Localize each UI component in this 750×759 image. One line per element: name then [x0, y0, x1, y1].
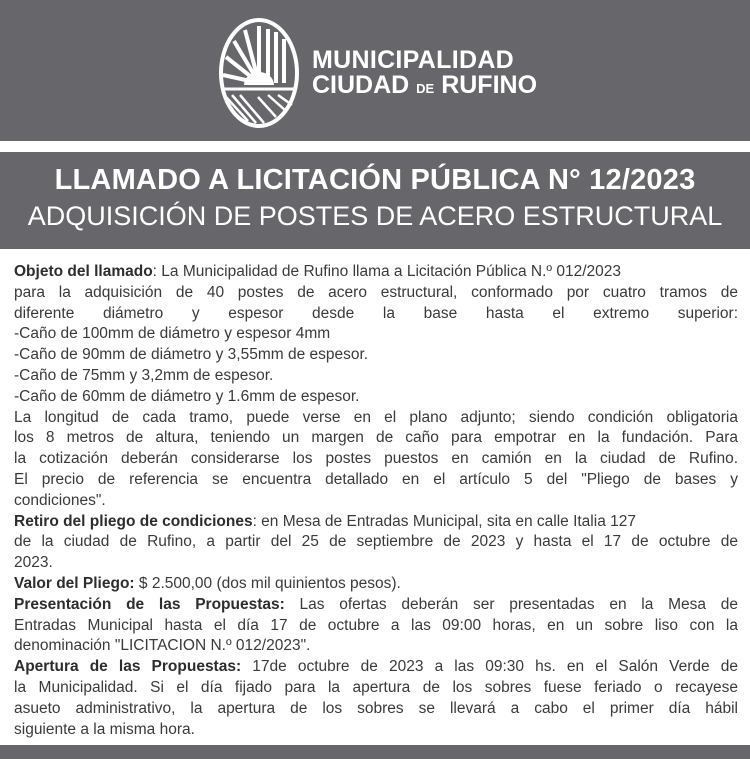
line-text: $ 2.500,00 (dos mil quinientos pesos).	[134, 574, 401, 592]
line-text: la Municipalidad. Si el día fijado para la apertura de los sobres fuese feriado o recayese	[14, 678, 738, 696]
line-text: 2023.	[14, 554, 53, 572]
body-line	[14, 449, 738, 470]
body-line	[14, 470, 738, 491]
section-label: Valor del Pliego:	[14, 574, 135, 592]
brand-line-1: MUNICIPALIDAD	[312, 46, 515, 74]
body-line	[14, 366, 738, 387]
body-line	[14, 345, 738, 366]
line-text: la cotización deberán considerarse los postes puestos en camión en la ciudad de Rufino.	[14, 450, 738, 468]
section-label: Objeto del llamado	[14, 263, 153, 280]
line-text: : La Municipalidad de Rufino llama a Licitación Pública N.º 012/2023	[152, 263, 622, 280]
body-line	[14, 595, 738, 616]
line-text: denominación "LICITACION N.º 012/2023".	[14, 637, 311, 655]
body-line	[14, 574, 738, 595]
line-text: Las ofertas deberán ser presentadas en la Mesa de	[284, 595, 738, 613]
brand-wordmark	[312, 48, 537, 101]
body-line	[14, 657, 738, 678]
line-text: -Caño de 100mm de diámetro y espesor 4mm	[14, 325, 331, 343]
section-label: Apertura de las Propuestas:	[14, 658, 242, 676]
body-line	[14, 532, 738, 553]
line-text: La longitud de cada tramo, puede verse en el plano adjunto; siendo condición obligatoria	[14, 408, 738, 426]
body-line	[14, 428, 738, 449]
line-text: 17de octubre de 2023 a las 09:30 hs. en el Salón Verde de	[241, 658, 739, 676]
divider-stripe	[0, 141, 750, 152]
title-band	[0, 152, 750, 249]
brand-de: DE	[416, 81, 435, 96]
line-text: -Caño de 90mm de diámetro y 3,55mm de espesor.	[14, 346, 369, 364]
body-line	[14, 408, 738, 429]
line-text: : en Mesa de Entradas Municipal, sita en calle Italia 127	[252, 512, 636, 530]
body-line	[14, 616, 738, 637]
line-text: diferente diámetro y espesor desde la base hasta el extremo superior:	[14, 304, 738, 322]
line-text: Entradas Municipal hasta el día 17 de octubre a las 09:00 horas, en un sobre liso con la	[14, 616, 738, 634]
body-line	[14, 699, 738, 720]
body-line	[14, 262, 738, 283]
body-line	[14, 324, 738, 345]
body-line	[14, 553, 738, 574]
page-subtitle: ADQUISICIÓN DE POSTES DE ACERO ESTRUCTURAL	[27, 201, 723, 231]
body-line	[14, 636, 738, 657]
brand-rufino: RUFINO	[441, 71, 538, 99]
header-band	[0, 0, 750, 141]
section-label: Retiro del pliego de condiciones	[14, 512, 253, 530]
line-text: de la ciudad de Rufino, a partir del 25 de septiembre de 2023 y hasta el 17 de octubre de	[14, 533, 738, 551]
line-text: -Caño de 75mm y 3,2mm de espesor.	[14, 366, 274, 384]
municipal-seal-icon	[218, 17, 300, 129]
body-line	[14, 720, 738, 741]
line-text: los 8 metros de altura, teniendo un margen de caño para empotrar en la fundación. Para	[14, 429, 738, 447]
line-text: -Caño de 60mm de diámetro y 1.6mm de espesor.	[14, 387, 360, 405]
body-line	[14, 283, 738, 304]
line-text: El precio de referencia se encuentra detallado en el artículo 5 del "Pliego de bases y	[14, 470, 738, 488]
line-text: siguiente a la misma hora.	[14, 720, 195, 738]
brand-ciudad: CIUDAD	[312, 71, 410, 99]
body-line	[14, 678, 738, 699]
body-line	[14, 304, 738, 325]
section-label: Presentación de las Propuestas:	[14, 595, 285, 613]
line-text: condiciones".	[14, 491, 106, 509]
body-line	[14, 491, 738, 512]
footer-band	[0, 745, 750, 759]
line-text: asueto administrativo, la apertura de los sobres se llevará a cabo el primer día hábil	[14, 699, 738, 717]
body-line	[14, 512, 738, 533]
body-line	[14, 387, 738, 408]
page-title: LLAMADO A LICITACIÓN PÚBLICA N° 12/2023	[54, 164, 696, 196]
line-text: para la adquisición de 40 postes de acero estructural, conformado por cuatro tramos de	[14, 283, 738, 301]
notice-body	[14, 262, 738, 740]
brand-line-2	[312, 73, 537, 101]
